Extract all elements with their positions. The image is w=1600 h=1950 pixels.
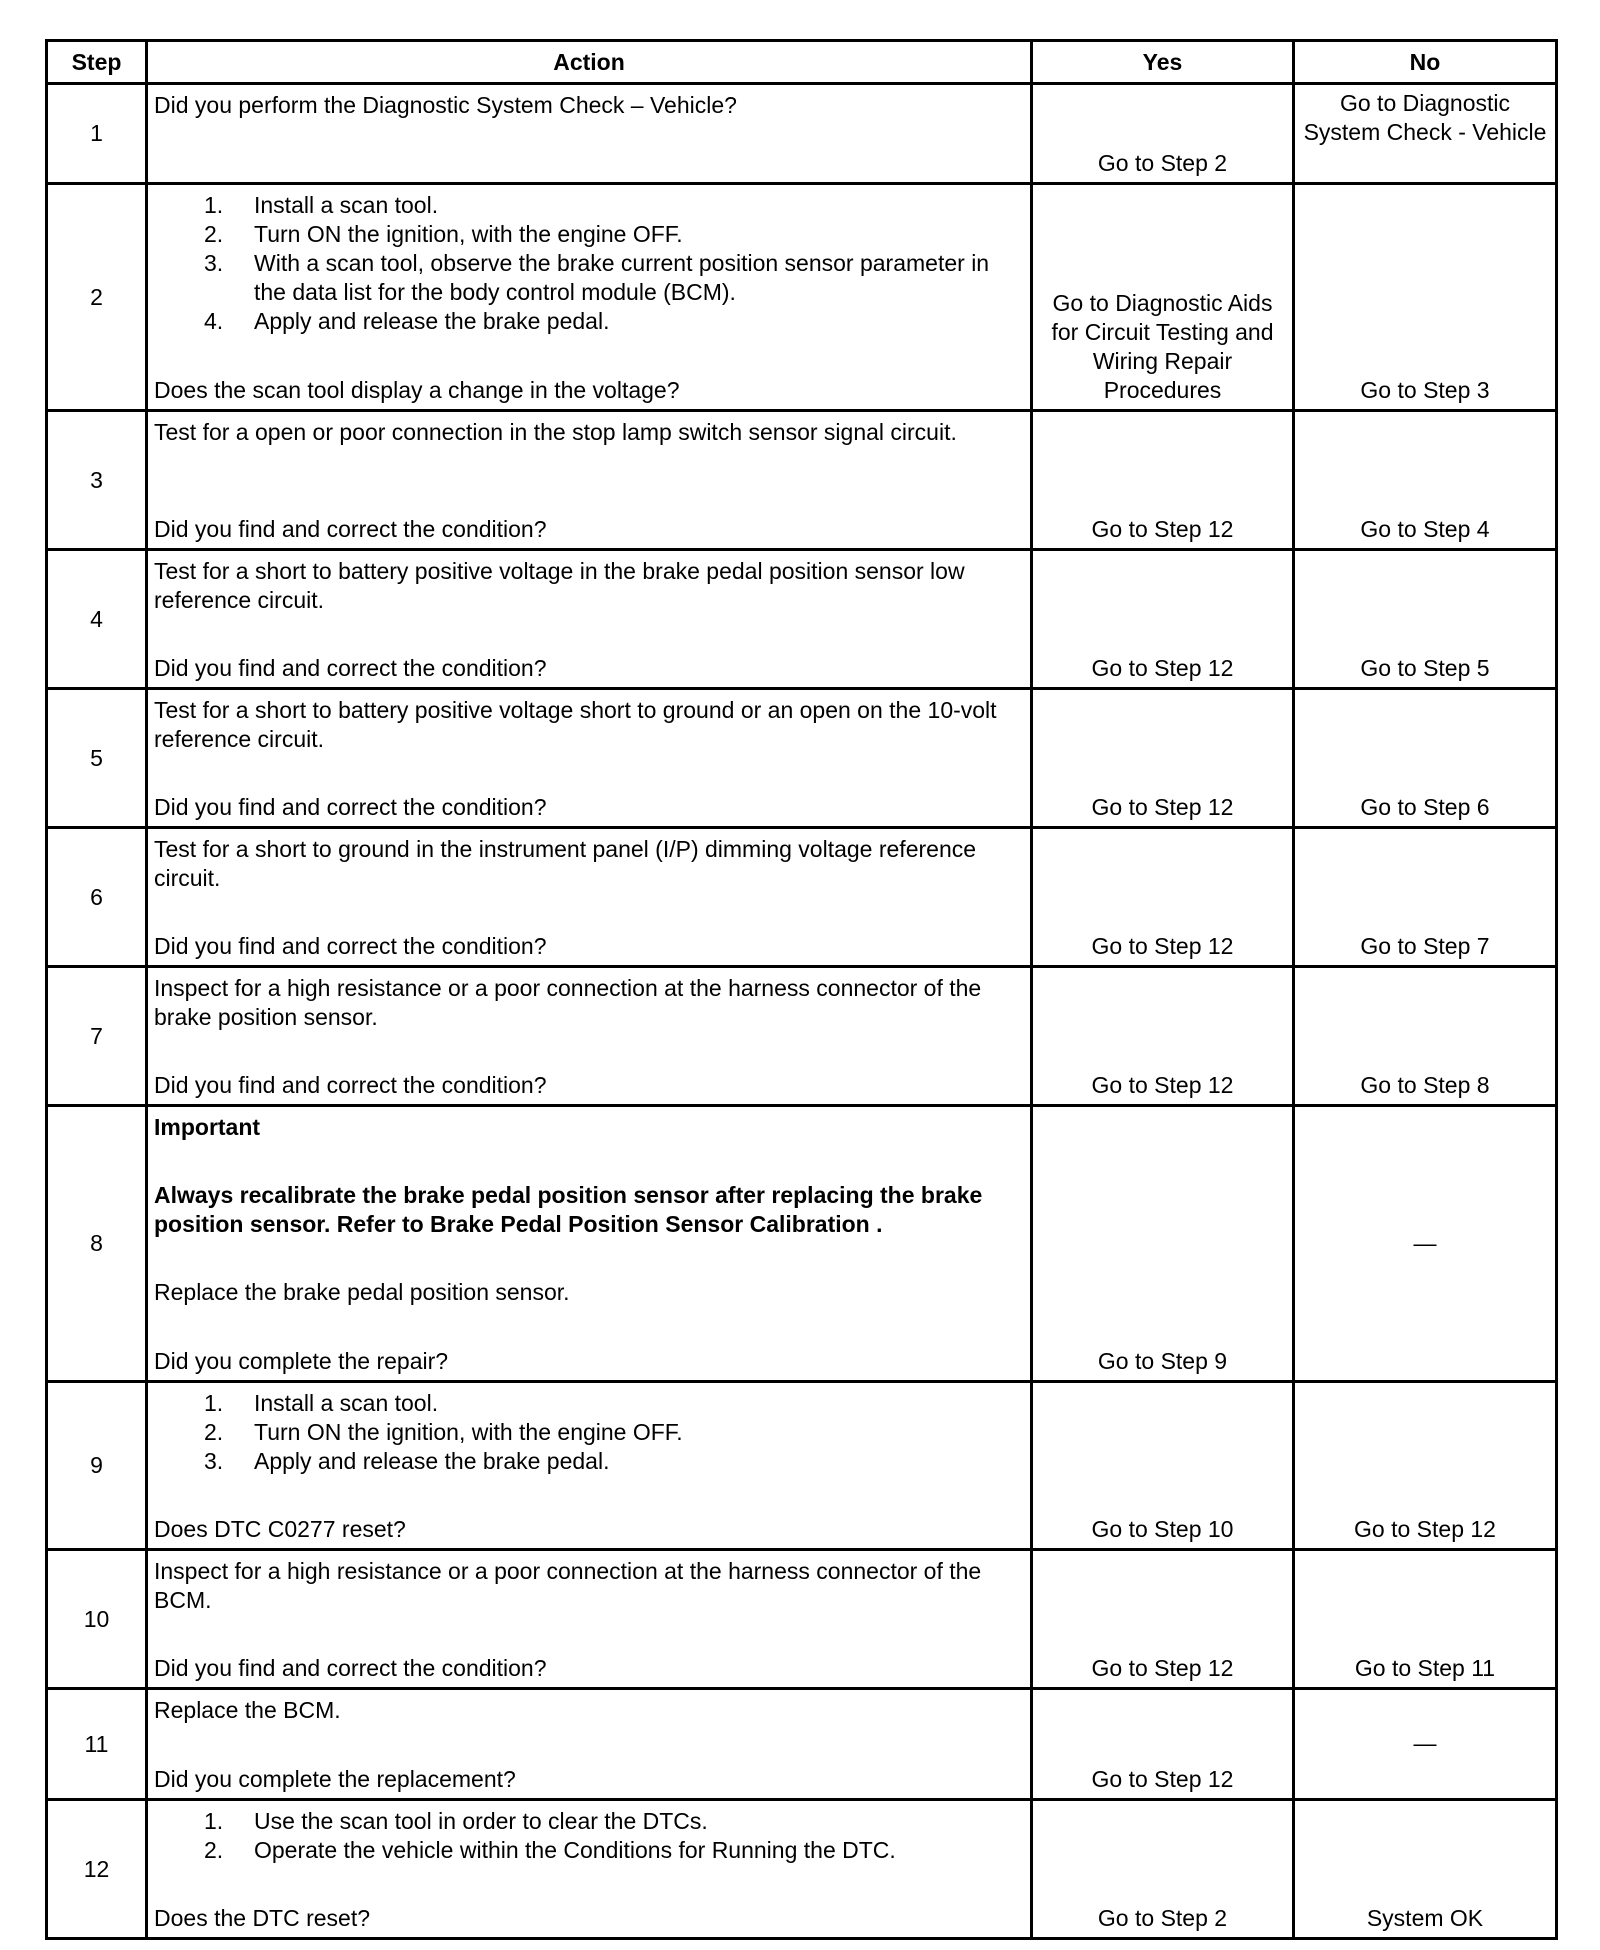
yes-cell: Go to Step 12: [1032, 411, 1294, 550]
action-text: Did you perform the Diagnostic System Check – Vehicle?: [154, 92, 737, 118]
step-number: 6: [47, 828, 147, 967]
action-text: Inspect for a high resistance or a poor connection at the harness connector of the BCM.: [154, 1558, 982, 1613]
no-cell: —: [1294, 1689, 1557, 1800]
list-item: 2. Operate the vehicle within the Conditions for Running the DTC.: [204, 1837, 896, 1863]
step-number: 4: [47, 550, 147, 689]
action-cell: [147, 828, 1032, 967]
yes-cell: Go to Step 2: [1032, 84, 1294, 184]
step-number: 10: [47, 1550, 147, 1689]
list-item: 1. Install a scan tool.: [204, 192, 439, 218]
question-text: Did you find and correct the condition?: [154, 1655, 547, 1681]
action-cell: [147, 84, 1032, 184]
action-cell: [147, 550, 1032, 689]
table-row: [47, 1106, 1557, 1382]
list-item: 3. Apply and release the brake pedal.: [204, 1448, 610, 1474]
step-number: 1: [47, 84, 147, 184]
important-label: Important: [154, 1114, 261, 1140]
yes-cell: Go to Step 12: [1032, 550, 1294, 689]
question-text: Does DTC C0277 reset?: [154, 1516, 406, 1542]
question-text: Does the scan tool display a change in the voltage?: [154, 377, 680, 403]
table-row: [47, 967, 1557, 1106]
table-row: [47, 84, 1557, 184]
table-header-row: [47, 41, 1557, 84]
no-cell: Go to Step 8: [1294, 967, 1557, 1106]
procedure-list: [154, 191, 1024, 336]
question-text: Did you complete the repair?: [154, 1348, 449, 1374]
list-item: 1. Use the scan tool in order to clear the DTCs.: [204, 1808, 708, 1834]
action-text: Replace the BCM.: [154, 1697, 341, 1723]
yes-cell: Go to Diagnostic Aids for Circuit Testing and Wiring Repair Procedures: [1032, 184, 1294, 411]
action-text: Replace the brake pedal position sensor.: [154, 1279, 570, 1305]
step-number: 3: [47, 411, 147, 550]
question-text: Did you find and correct the condition?: [154, 516, 547, 542]
table-row: [47, 689, 1557, 828]
yes-cell: Go to Step 12: [1032, 1689, 1294, 1800]
list-item: 3. With a scan tool, observe the brake current position sensor parameter in the data list for the body control module (BCM).: [204, 250, 990, 305]
yes-cell: Go to Step 12: [1032, 967, 1294, 1106]
question-text: Did you find and correct the condition?: [154, 655, 547, 681]
header-yes: Yes: [1032, 41, 1294, 84]
step-number: 12: [47, 1800, 147, 1939]
question-text: Does the DTC reset?: [154, 1905, 371, 1931]
action-cell: [147, 1382, 1032, 1550]
step-number: 8: [47, 1106, 147, 1382]
important-note: Always recalibrate the brake pedal position sensor after replacing the brake position sensor. Refer to Brake Pedal Position Sensor Calibration .: [154, 1182, 983, 1237]
table-row: [47, 1800, 1557, 1939]
yes-cell: Go to Step 12: [1032, 828, 1294, 967]
action-cell: [147, 689, 1032, 828]
no-cell: Go to Step 3: [1294, 184, 1557, 411]
no-cell: —: [1294, 1106, 1557, 1382]
table-row: [47, 1382, 1557, 1550]
step-number: 5: [47, 689, 147, 828]
action-cell: [147, 1550, 1032, 1689]
table-row: [47, 828, 1557, 967]
action-text: Test for a short to ground in the instrument panel (I/P) dimming voltage reference circuit.: [154, 836, 977, 891]
procedure-list: [154, 1389, 1024, 1476]
table-row: [47, 1689, 1557, 1800]
header-step: Step: [47, 41, 147, 84]
list-item: 2. Turn ON the ignition, with the engine OFF.: [204, 1419, 683, 1445]
no-cell: Go to Step 4: [1294, 411, 1557, 550]
action-cell: [147, 1106, 1032, 1382]
action-text: Test for a short to battery positive voltage short to ground or an open on the 10-volt reference circuit.: [154, 697, 997, 752]
question-text: Did you find and correct the condition?: [154, 794, 547, 820]
action-text: Test for a open or poor connection in the stop lamp switch sensor signal circuit.: [154, 419, 957, 445]
list-item: 2. Turn ON the ignition, with the engine OFF.: [204, 221, 683, 247]
no-cell: Go to Step 7: [1294, 828, 1557, 967]
step-number: 2: [47, 184, 147, 411]
question-text: Did you complete the replacement?: [154, 1766, 516, 1792]
action-text: Inspect for a high resistance or a poor connection at the harness connector of the brake position sensor.: [154, 975, 982, 1030]
table-row: [47, 550, 1557, 689]
table-row: [47, 411, 1557, 550]
table-row: [47, 1550, 1557, 1689]
yes-cell: Go to Step 12: [1032, 1550, 1294, 1689]
procedure-list: [154, 1807, 1024, 1865]
table-row: [47, 184, 1557, 411]
yes-cell: Go to Step 10: [1032, 1382, 1294, 1550]
header-action: Action: [147, 41, 1032, 84]
action-cell: [147, 1800, 1032, 1939]
action-text: Test for a short to battery positive voltage in the brake pedal position sensor low reference circuit.: [154, 558, 965, 613]
action-cell: [147, 967, 1032, 1106]
step-number: 9: [47, 1382, 147, 1550]
step-number: 11: [47, 1689, 147, 1800]
no-cell: Go to Step 6: [1294, 689, 1557, 828]
header-no: No: [1294, 41, 1557, 84]
action-cell: [147, 1689, 1032, 1800]
yes-cell: Go to Step 2: [1032, 1800, 1294, 1939]
question-text: Did you find and correct the condition?: [154, 1072, 547, 1098]
action-cell: [147, 411, 1032, 550]
yes-cell: Go to Step 9: [1032, 1106, 1294, 1382]
step-number: 7: [47, 967, 147, 1106]
no-cell: Go to Diagnostic System Check - Vehicle: [1294, 84, 1557, 184]
list-item: 1. Install a scan tool.: [204, 1390, 439, 1416]
no-cell: Go to Step 12: [1294, 1382, 1557, 1550]
list-item: 4. Apply and release the brake pedal.: [204, 308, 610, 334]
no-cell: Go to Step 11: [1294, 1550, 1557, 1689]
question-text: Did you find and correct the condition?: [154, 933, 547, 959]
diagnostic-table: [45, 39, 1558, 1940]
no-cell: Go to Step 5: [1294, 550, 1557, 689]
no-cell: System OK: [1294, 1800, 1557, 1939]
action-cell: [147, 184, 1032, 411]
yes-cell: Go to Step 12: [1032, 689, 1294, 828]
